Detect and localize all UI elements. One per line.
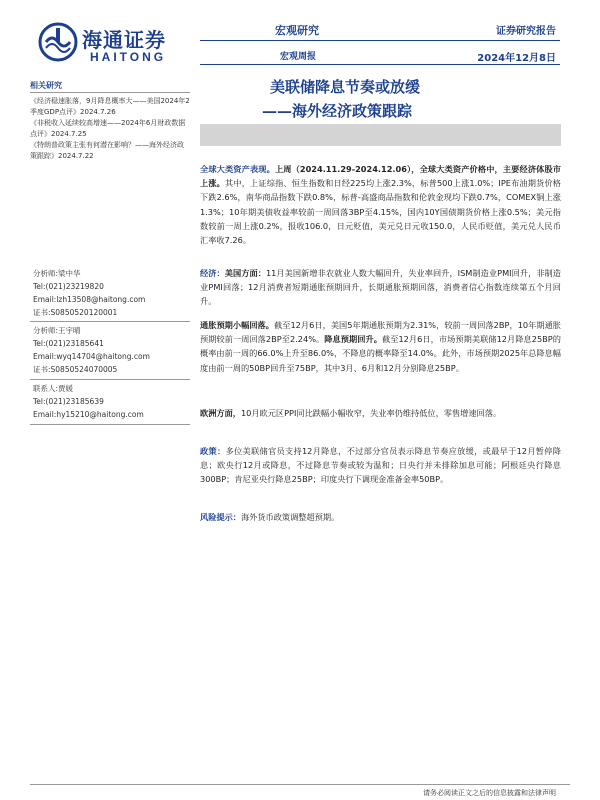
body-text: 截至12月6日，美国5年期通胀预期为2.31%，较前一周回落2BP，10年期通胀预期较前一周回落2BP至2.24%。 (200, 320, 561, 345)
related-research-link[interactable]: 《非税收入延续较高增速——2024年6月财政数据点评》2024.7.25 (30, 119, 186, 138)
section-lead: 通胀预期小幅回落。 (200, 320, 275, 330)
report-category: 宏观研究 (275, 24, 319, 37)
europe-paragraph (200, 406, 561, 420)
report-type: 证券研究报告 (496, 26, 556, 37)
key-finding: 全球大类资产价格中，主要经济体股市上涨。 (200, 164, 561, 189)
analyst-email[interactable]: Email:wyq14704@haitong.com (33, 352, 150, 361)
policy-paragraph (200, 444, 561, 487)
date-range: 上周（2024.11.29-2024.12.06）， (274, 164, 420, 174)
body-text: 11月美国新增非农就业人数大幅回升，失业率回升，ISM制造业PMI回升，非制造业PMI回落；12月消费者短期通胀预期回升，长期通胀预期回落，消费者信心指数连续第五个月回升。 (200, 268, 561, 307)
sidebar-divider (30, 379, 190, 380)
section-lead: 经济： (200, 268, 225, 278)
brand-logo (38, 22, 178, 68)
sub-lead: 美国方面： (224, 268, 266, 278)
header-divider-lower (200, 64, 560, 65)
inflation-paragraph (200, 318, 561, 375)
body-text: 其中，上证综指、恒生指数和日经225均上涨2.3%，标普500上涨1.0%；IPE布油期货价格下跌2.6%，南华商品指数下跌0.8%，标普-高盛商品指数和伦敦金现均下跌0.7%，COMEX铜上涨1.3%；10年期美债收益率较前一周回落3BP至4.15%，国内10Y国债期货价格上涨0.5%；美元指数较前一周上涨0.2%，报收106.0，日元贬值，美元兑日元收150.0，人民币贬值，美元兑人民币汇率收7.26。 (200, 178, 561, 246)
report-subtitle: ——海外经济政策跟踪 (262, 102, 413, 120)
footer-disclaimer: 请务必阅读正文之后的信息披露和法律声明 (423, 789, 556, 797)
related-research-link[interactable]: 《特朗普政策主张有何潜在影响？——海外经济政策跟踪》2024.7.22 (30, 141, 184, 160)
body-text: 海外货币政策调整超预期。 (240, 512, 340, 522)
analyst-tel: Tel:(021)23185641 (33, 339, 104, 348)
report-date: 2024年12月8日 (477, 53, 556, 64)
section-lead: 政策： (200, 446, 226, 456)
contact-tel: Tel:(021)23185639 (33, 397, 104, 406)
economy-paragraph (200, 266, 561, 309)
sidebar-divider (30, 424, 190, 425)
body-text: 截至12月6日，市场预期美联储12月降息25BP的概率由前一周的66.0%上升至86.0%，不降息的概率降至14.0%。此外，市场预期2025年总降息幅度由前一周的50BP回升至75BP，其中3月、6月和12月分别降息25BP。 (200, 334, 561, 373)
contact-name: 联系人:贾媛 (33, 384, 74, 393)
analyst-block (33, 324, 188, 376)
sidebar-divider (30, 321, 190, 322)
asset-performance-paragraph (200, 162, 561, 247)
body-text: 多位美联储官员支持12月降息，不过部分官员表示降息节奏应放缓，或最早于12月暂停降息；欧央行12月或降息，不过降息节奏或较为温和；日央行并未排除加息可能；阿根廷央行降息300BP；肯尼亚央行降息25BP；印度央行下调现金准备金率50BP。 (200, 446, 561, 485)
related-research-list (30, 96, 190, 162)
contact-email[interactable]: Email:hy15210@haitong.com (33, 410, 144, 419)
analyst-name: 分析师:王宇晴 (33, 326, 81, 335)
report-subcategory: 宏观周报 (280, 52, 317, 62)
header-divider (200, 40, 560, 41)
sidebar-divider (30, 92, 190, 93)
footer-divider (30, 784, 570, 785)
section-lead: 欧洲方面， (200, 408, 241, 418)
analyst-tel: Tel:(021)23219820 (33, 282, 104, 291)
analyst-name: 分析师:梁中华 (33, 269, 81, 278)
logo-chinese-name: 海通证券 (82, 28, 166, 52)
section-lead: 全球大类资产表现。 (200, 164, 275, 174)
related-research-link[interactable]: 《经济稳速胀落，9月降息概率大——美国2024年2季度GDP点评》2024.7.26 (30, 97, 190, 116)
title-band (200, 124, 561, 146)
key-finding: 降息预期回升。 (324, 334, 382, 345)
section-lead: 风险提示： (200, 512, 241, 522)
analyst-cert: 证书:S0850520120001 (33, 308, 118, 317)
risk-paragraph (200, 510, 561, 524)
analyst-email[interactable]: Email:lzh13508@haitong.com (33, 295, 146, 304)
related-research-heading: 相关研究 (30, 81, 62, 90)
body-text: 10月欧元区PPI同比跌幅小幅收窄，失业率仍维持低位，零售增速回落。 (240, 408, 502, 418)
contact-block (33, 382, 188, 421)
logo-english-name: HAITONG (90, 50, 167, 64)
analyst-block (33, 267, 188, 319)
report-title: 美联储降息节奏或放缓 (270, 78, 421, 96)
analyst-cert: 证书:S0850524070005 (33, 365, 118, 374)
haitong-logo-icon (38, 22, 78, 62)
